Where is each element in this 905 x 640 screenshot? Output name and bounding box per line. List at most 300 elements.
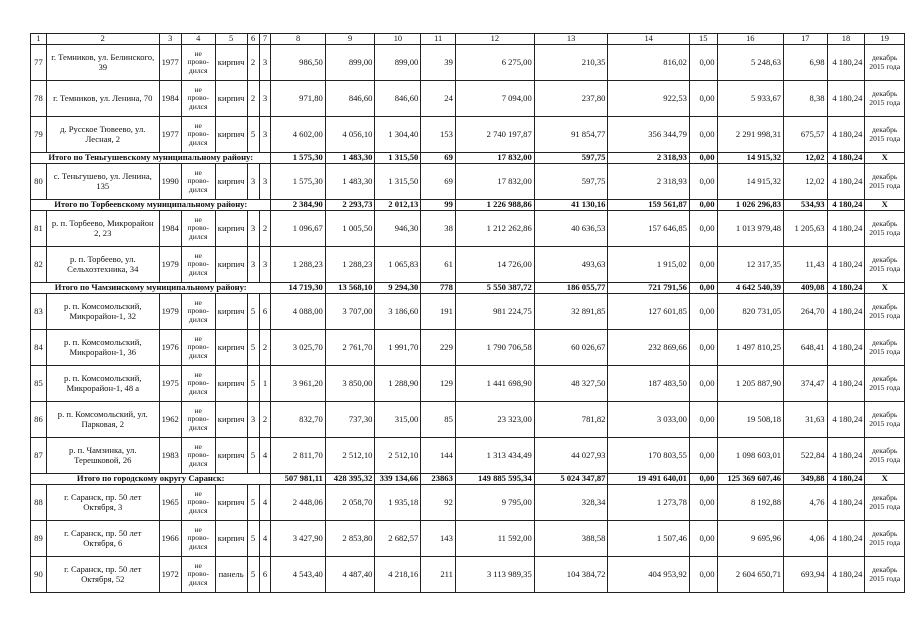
subtotal-c15: 0,00 [689, 283, 717, 294]
cell-c15: 0,00 [689, 330, 717, 366]
cell-c17: 4,76 [784, 485, 828, 521]
subtotal-c10: 2 012,13 [375, 200, 421, 211]
cell-c10: 946,30 [375, 211, 421, 247]
cell-c11: 211 [421, 557, 456, 593]
cell-c8: 3 427,90 [271, 521, 325, 557]
deadline: декабрь 2015 года [865, 247, 905, 283]
cell-c18: 4 180,24 [827, 81, 865, 117]
subtotal-row [31, 200, 905, 211]
cell-c12: 3 113 989,35 [455, 557, 534, 593]
row-number: 77 [31, 45, 47, 81]
build-year: 1984 [159, 211, 181, 247]
subtotal-c12: 5 550 387,72 [455, 283, 534, 294]
table-row [31, 117, 905, 153]
floor-count: 5 [247, 330, 259, 366]
cell-c17: 8,38 [784, 81, 828, 117]
cell-c18: 4 180,24 [827, 521, 865, 557]
column-header: 11 [421, 34, 456, 45]
floor-count: 3 [247, 164, 259, 200]
subtotal-c13: 186 055,77 [534, 283, 608, 294]
build-year: 1965 [159, 485, 181, 521]
cell-c14: 232 869,66 [608, 330, 689, 366]
subtotal-c8: 1 575,30 [271, 153, 325, 164]
floor-count: 5 [247, 438, 259, 474]
building-address: с. Теньгушево, ул. Ленина, 135 [46, 164, 159, 200]
cell-c9: 2 058,70 [325, 485, 375, 521]
column-header: 19 [865, 34, 905, 45]
table-row [31, 45, 905, 81]
cell-c12: 7 094,00 [455, 81, 534, 117]
table-row [31, 330, 905, 366]
deadline: декабрь 2015 года [865, 81, 905, 117]
cell-c15: 0,00 [689, 294, 717, 330]
subtotal-c11: 69 [421, 153, 456, 164]
wall-material: кирпич [215, 81, 247, 117]
cell-c17: 31,63 [784, 402, 828, 438]
cell-c13: 40 636,53 [534, 211, 608, 247]
cell-c16: 1 098 603,01 [717, 438, 784, 474]
cell-c10: 1 935,18 [375, 485, 421, 521]
subtotal-c15: 0,00 [689, 153, 717, 164]
cell-c10: 1 288,90 [375, 366, 421, 402]
cell-c16: 1 013 979,48 [717, 211, 784, 247]
wall-material: кирпич [215, 402, 247, 438]
cell-c13: 44 027,93 [534, 438, 608, 474]
cell-c12: 23 323,00 [455, 402, 534, 438]
table-row [31, 211, 905, 247]
subtotal-c19: Х [865, 283, 905, 294]
cell-c11: 153 [421, 117, 456, 153]
cell-c10: 846,60 [375, 81, 421, 117]
cell-c18: 4 180,24 [827, 366, 865, 402]
building-address: р. п. Комсомольский, ул. Парковая, 2 [46, 402, 159, 438]
table-row [31, 81, 905, 117]
building-address: г. Саранск, пр. 50 лет Октября, 6 [46, 521, 159, 557]
last-repair: не прово-дился [181, 485, 215, 521]
table-row [31, 247, 905, 283]
row-number: 83 [31, 294, 47, 330]
last-repair: не прово-дился [181, 330, 215, 366]
cell-c8: 986,50 [271, 45, 325, 81]
column-header: 14 [608, 34, 689, 45]
building-address: р. п. Чамзинка, ул. Терешковой, 26 [46, 438, 159, 474]
row-number: 84 [31, 330, 47, 366]
subtotal-c11: 99 [421, 200, 456, 211]
cell-c13: 210,35 [534, 45, 608, 81]
cell-c9: 2 853,80 [325, 521, 375, 557]
entrance-count: 6 [259, 557, 271, 593]
cell-c16: 1 497 810,25 [717, 330, 784, 366]
subtotal-c15: 0,00 [689, 474, 717, 485]
column-header: 13 [534, 34, 608, 45]
cell-c14: 3 033,00 [608, 402, 689, 438]
cell-c15: 0,00 [689, 402, 717, 438]
deadline: декабрь 2015 года [865, 402, 905, 438]
cell-c16: 8 192,88 [717, 485, 784, 521]
cell-c15: 0,00 [689, 164, 717, 200]
wall-material: кирпич [215, 438, 247, 474]
table-row [31, 294, 905, 330]
cell-c11: 24 [421, 81, 456, 117]
subtotal-label: Итого по городскому округу Саранск: [31, 474, 271, 485]
subtotal-c14: 159 561,87 [608, 200, 689, 211]
cell-c8: 4 088,00 [271, 294, 325, 330]
cell-c12: 14 726,00 [455, 247, 534, 283]
cell-c14: 157 646,85 [608, 211, 689, 247]
last-repair: не прово-дился [181, 438, 215, 474]
cell-c17: 12,02 [784, 164, 828, 200]
subtotal-c11: 23863 [421, 474, 456, 485]
column-header: 4 [181, 34, 215, 45]
row-number: 81 [31, 211, 47, 247]
subtotal-c10: 9 294,30 [375, 283, 421, 294]
cell-c18: 4 180,24 [827, 45, 865, 81]
wall-material: панель [215, 557, 247, 593]
cell-c17: 374,47 [784, 366, 828, 402]
entrance-count: 3 [259, 164, 271, 200]
entrance-count: 4 [259, 485, 271, 521]
cell-c16: 820 731,05 [717, 294, 784, 330]
subtotal-c9: 1 483,30 [325, 153, 375, 164]
cell-c11: 85 [421, 402, 456, 438]
cell-c18: 4 180,24 [827, 164, 865, 200]
column-header: 1 [31, 34, 47, 45]
last-repair: не прово-дился [181, 294, 215, 330]
cell-c8: 971,80 [271, 81, 325, 117]
subtotal-c8: 14 719,30 [271, 283, 325, 294]
cell-c18: 4 180,24 [827, 211, 865, 247]
cell-c12: 1 790 706,58 [455, 330, 534, 366]
cell-c12: 1 212 262,86 [455, 211, 534, 247]
entrance-count: 3 [259, 45, 271, 81]
cell-c12: 2 740 197,87 [455, 117, 534, 153]
subtotal-c19: Х [865, 200, 905, 211]
cell-c11: 143 [421, 521, 456, 557]
cell-c9: 2 512,10 [325, 438, 375, 474]
cell-c15: 0,00 [689, 366, 717, 402]
cell-c16: 2 291 998,31 [717, 117, 784, 153]
subtotal-c8: 2 384,90 [271, 200, 325, 211]
cell-c17: 522,84 [784, 438, 828, 474]
entrance-count: 1 [259, 366, 271, 402]
cell-c13: 388,58 [534, 521, 608, 557]
cell-c9: 4 487,40 [325, 557, 375, 593]
table-row [31, 521, 905, 557]
deadline: декабрь 2015 года [865, 294, 905, 330]
cell-c18: 4 180,24 [827, 557, 865, 593]
subtotal-c10: 1 315,50 [375, 153, 421, 164]
subtotal-label: Итого по Теньгушевскому муниципальному району: [31, 153, 271, 164]
column-header: 16 [717, 34, 784, 45]
wall-material: кирпич [215, 294, 247, 330]
deadline: декабрь 2015 года [865, 485, 905, 521]
deadline: декабрь 2015 года [865, 330, 905, 366]
cell-c14: 127 601,85 [608, 294, 689, 330]
cell-c15: 0,00 [689, 557, 717, 593]
floor-count: 5 [247, 485, 259, 521]
entrance-count: 3 [259, 117, 271, 153]
build-year: 1977 [159, 117, 181, 153]
cell-c17: 693,94 [784, 557, 828, 593]
column-header: 7 [259, 34, 271, 45]
subtotal-c14: 2 318,93 [608, 153, 689, 164]
cell-c18: 4 180,24 [827, 294, 865, 330]
deadline: декабрь 2015 года [865, 45, 905, 81]
cell-c16: 12 317,35 [717, 247, 784, 283]
column-header: 18 [827, 34, 865, 45]
cell-c11: 191 [421, 294, 456, 330]
column-header: 12 [455, 34, 534, 45]
cell-c15: 0,00 [689, 485, 717, 521]
build-year: 1962 [159, 402, 181, 438]
cell-c15: 0,00 [689, 211, 717, 247]
column-number-row [31, 34, 905, 45]
entrance-count: 3 [259, 247, 271, 283]
deadline: декабрь 2015 года [865, 366, 905, 402]
row-number: 82 [31, 247, 47, 283]
cell-c12: 6 275,00 [455, 45, 534, 81]
cell-c8: 832,70 [271, 402, 325, 438]
wall-material: кирпич [215, 247, 247, 283]
cell-c14: 187 483,50 [608, 366, 689, 402]
row-number: 89 [31, 521, 47, 557]
entrance-count: 2 [259, 402, 271, 438]
cell-c10: 2 682,57 [375, 521, 421, 557]
floor-count: 5 [247, 366, 259, 402]
subtotal-c13: 597,75 [534, 153, 608, 164]
deadline: декабрь 2015 года [865, 211, 905, 247]
last-repair: не прово-дился [181, 557, 215, 593]
entrance-count: 4 [259, 521, 271, 557]
cell-c15: 0,00 [689, 81, 717, 117]
floor-count: 2 [247, 45, 259, 81]
row-number: 79 [31, 117, 47, 153]
cell-c17: 11,43 [784, 247, 828, 283]
cell-c13: 781,82 [534, 402, 608, 438]
wall-material: кирпич [215, 330, 247, 366]
cell-c13: 104 384,72 [534, 557, 608, 593]
last-repair: не прово-дился [181, 402, 215, 438]
last-repair: не прово-дился [181, 247, 215, 283]
subtotal-c16: 1 026 296,83 [717, 200, 784, 211]
wall-material: кирпич [215, 366, 247, 402]
subtotal-c16: 14 915,32 [717, 153, 784, 164]
entrance-count: 2 [259, 330, 271, 366]
cell-c12: 11 592,00 [455, 521, 534, 557]
cell-c18: 4 180,24 [827, 330, 865, 366]
subtotal-c12: 1 226 988,86 [455, 200, 534, 211]
cell-c16: 14 915,32 [717, 164, 784, 200]
cell-c16: 9 695,96 [717, 521, 784, 557]
cell-c12: 1 441 698,90 [455, 366, 534, 402]
cell-c9: 846,60 [325, 81, 375, 117]
last-repair: не прово-дился [181, 211, 215, 247]
building-address: г. Саранск, пр. 50 лет Октября, 52 [46, 557, 159, 593]
subtotal-c19: Х [865, 153, 905, 164]
cell-c13: 60 026,67 [534, 330, 608, 366]
cell-c16: 19 508,18 [717, 402, 784, 438]
cell-c18: 4 180,24 [827, 438, 865, 474]
column-header: 8 [271, 34, 325, 45]
subtotal-c16: 125 369 607,46 [717, 474, 784, 485]
subtotal-c13: 5 024 347,87 [534, 474, 608, 485]
cell-c11: 61 [421, 247, 456, 283]
cell-c14: 816,02 [608, 45, 689, 81]
subtotal-c17: 12,02 [784, 153, 828, 164]
build-year: 1979 [159, 294, 181, 330]
cell-c14: 356 344,79 [608, 117, 689, 153]
build-year: 1975 [159, 366, 181, 402]
subtotal-c18: 4 180,24 [827, 283, 865, 294]
cell-c18: 4 180,24 [827, 247, 865, 283]
deadline: декабрь 2015 года [865, 164, 905, 200]
building-address: р. п. Комсомольский, Микрорайон-1, 48 а [46, 366, 159, 402]
cell-c11: 92 [421, 485, 456, 521]
cell-c14: 170 803,55 [608, 438, 689, 474]
cell-c17: 6,98 [784, 45, 828, 81]
cell-c9: 737,30 [325, 402, 375, 438]
cell-c14: 1 507,46 [608, 521, 689, 557]
cell-c11: 38 [421, 211, 456, 247]
wall-material: кирпич [215, 211, 247, 247]
building-address: д. Русское Тювеево, ул. Лесная, 2 [46, 117, 159, 153]
building-address: р. п. Комсомольский, Микрорайон-1, 32 [46, 294, 159, 330]
subtotal-c12: 17 832,00 [455, 153, 534, 164]
subtotal-c15: 0,00 [689, 200, 717, 211]
floor-count: 3 [247, 402, 259, 438]
deadline: декабрь 2015 года [865, 117, 905, 153]
last-repair: не прово-дился [181, 521, 215, 557]
cell-c18: 4 180,24 [827, 117, 865, 153]
subtotal-c8: 507 981,11 [271, 474, 325, 485]
entrance-count: 4 [259, 438, 271, 474]
subtotal-c9: 13 568,10 [325, 283, 375, 294]
cell-c18: 4 180,24 [827, 485, 865, 521]
cell-c12: 1 313 434,49 [455, 438, 534, 474]
cell-c9: 1 005,50 [325, 211, 375, 247]
cell-c13: 493,63 [534, 247, 608, 283]
row-number: 87 [31, 438, 47, 474]
subtotal-c17: 534,93 [784, 200, 828, 211]
cell-c17: 264,70 [784, 294, 828, 330]
floor-count: 3 [247, 211, 259, 247]
housing-repair-table [30, 33, 905, 593]
column-header: 15 [689, 34, 717, 45]
subtotal-c14: 19 491 640,01 [608, 474, 689, 485]
wall-material: кирпич [215, 485, 247, 521]
floor-count: 5 [247, 117, 259, 153]
cell-c10: 1 065,83 [375, 247, 421, 283]
cell-c9: 2 761,70 [325, 330, 375, 366]
column-header: 5 [215, 34, 247, 45]
column-header: 17 [784, 34, 828, 45]
subtotal-row [31, 283, 905, 294]
row-number: 90 [31, 557, 47, 593]
row-number: 85 [31, 366, 47, 402]
last-repair: не прово-дился [181, 164, 215, 200]
table-row [31, 402, 905, 438]
cell-c11: 144 [421, 438, 456, 474]
cell-c8: 1 575,30 [271, 164, 325, 200]
cell-c13: 237,80 [534, 81, 608, 117]
cell-c8: 3 025,70 [271, 330, 325, 366]
cell-c9: 3 707,00 [325, 294, 375, 330]
subtotal-c12: 149 885 595,34 [455, 474, 534, 485]
cell-c10: 1 991,70 [375, 330, 421, 366]
wall-material: кирпич [215, 117, 247, 153]
subtotal-label: Итого по Торбеевскому муниципальному району: [31, 200, 271, 211]
table-row [31, 164, 905, 200]
cell-c10: 1 304,40 [375, 117, 421, 153]
last-repair: не прово-дился [181, 81, 215, 117]
table-row [31, 485, 905, 521]
cell-c17: 675,57 [784, 117, 828, 153]
build-year: 1990 [159, 164, 181, 200]
floor-count: 3 [247, 247, 259, 283]
row-number: 88 [31, 485, 47, 521]
entrance-count: 6 [259, 294, 271, 330]
deadline: декабрь 2015 года [865, 521, 905, 557]
build-year: 1984 [159, 81, 181, 117]
building-address: р. п. Торбеево, Микрорайон 2, 23 [46, 211, 159, 247]
cell-c16: 5 248,63 [717, 45, 784, 81]
cell-c9: 899,00 [325, 45, 375, 81]
subtotal-c17: 409,08 [784, 283, 828, 294]
subtotal-c11: 778 [421, 283, 456, 294]
build-year: 1983 [159, 438, 181, 474]
cell-c17: 648,41 [784, 330, 828, 366]
build-year: 1966 [159, 521, 181, 557]
last-repair: не прово-дился [181, 366, 215, 402]
wall-material: кирпич [215, 521, 247, 557]
cell-c15: 0,00 [689, 117, 717, 153]
subtotal-row [31, 474, 905, 485]
cell-c13: 48 327,50 [534, 366, 608, 402]
column-header: 10 [375, 34, 421, 45]
cell-c14: 922,53 [608, 81, 689, 117]
cell-c10: 1 315,50 [375, 164, 421, 200]
subtotal-c13: 41 130,16 [534, 200, 608, 211]
floor-count: 5 [247, 521, 259, 557]
subtotal-row [31, 153, 905, 164]
row-number: 78 [31, 81, 47, 117]
cell-c9: 1 483,30 [325, 164, 375, 200]
subtotal-c18: 4 180,24 [827, 200, 865, 211]
subtotal-c9: 428 395,32 [325, 474, 375, 485]
build-year: 1979 [159, 247, 181, 283]
subtotal-c18: 4 180,24 [827, 153, 865, 164]
cell-c8: 3 961,20 [271, 366, 325, 402]
cell-c8: 1 096,67 [271, 211, 325, 247]
column-header: 3 [159, 34, 181, 45]
cell-c13: 91 854,77 [534, 117, 608, 153]
cell-c14: 1 915,02 [608, 247, 689, 283]
subtotal-c14: 721 791,56 [608, 283, 689, 294]
wall-material: кирпич [215, 45, 247, 81]
cell-c8: 1 288,23 [271, 247, 325, 283]
cell-c9: 1 288,23 [325, 247, 375, 283]
cell-c11: 39 [421, 45, 456, 81]
last-repair: не прово-дился [181, 117, 215, 153]
cell-c10: 3 186,60 [375, 294, 421, 330]
table-row [31, 438, 905, 474]
subtotal-c16: 4 642 540,39 [717, 283, 784, 294]
cell-c15: 0,00 [689, 521, 717, 557]
building-address: г. Саранск, пр. 50 лет Октября, 3 [46, 485, 159, 521]
cell-c8: 2 448,06 [271, 485, 325, 521]
column-header: 2 [46, 34, 159, 45]
subtotal-c9: 2 293,73 [325, 200, 375, 211]
